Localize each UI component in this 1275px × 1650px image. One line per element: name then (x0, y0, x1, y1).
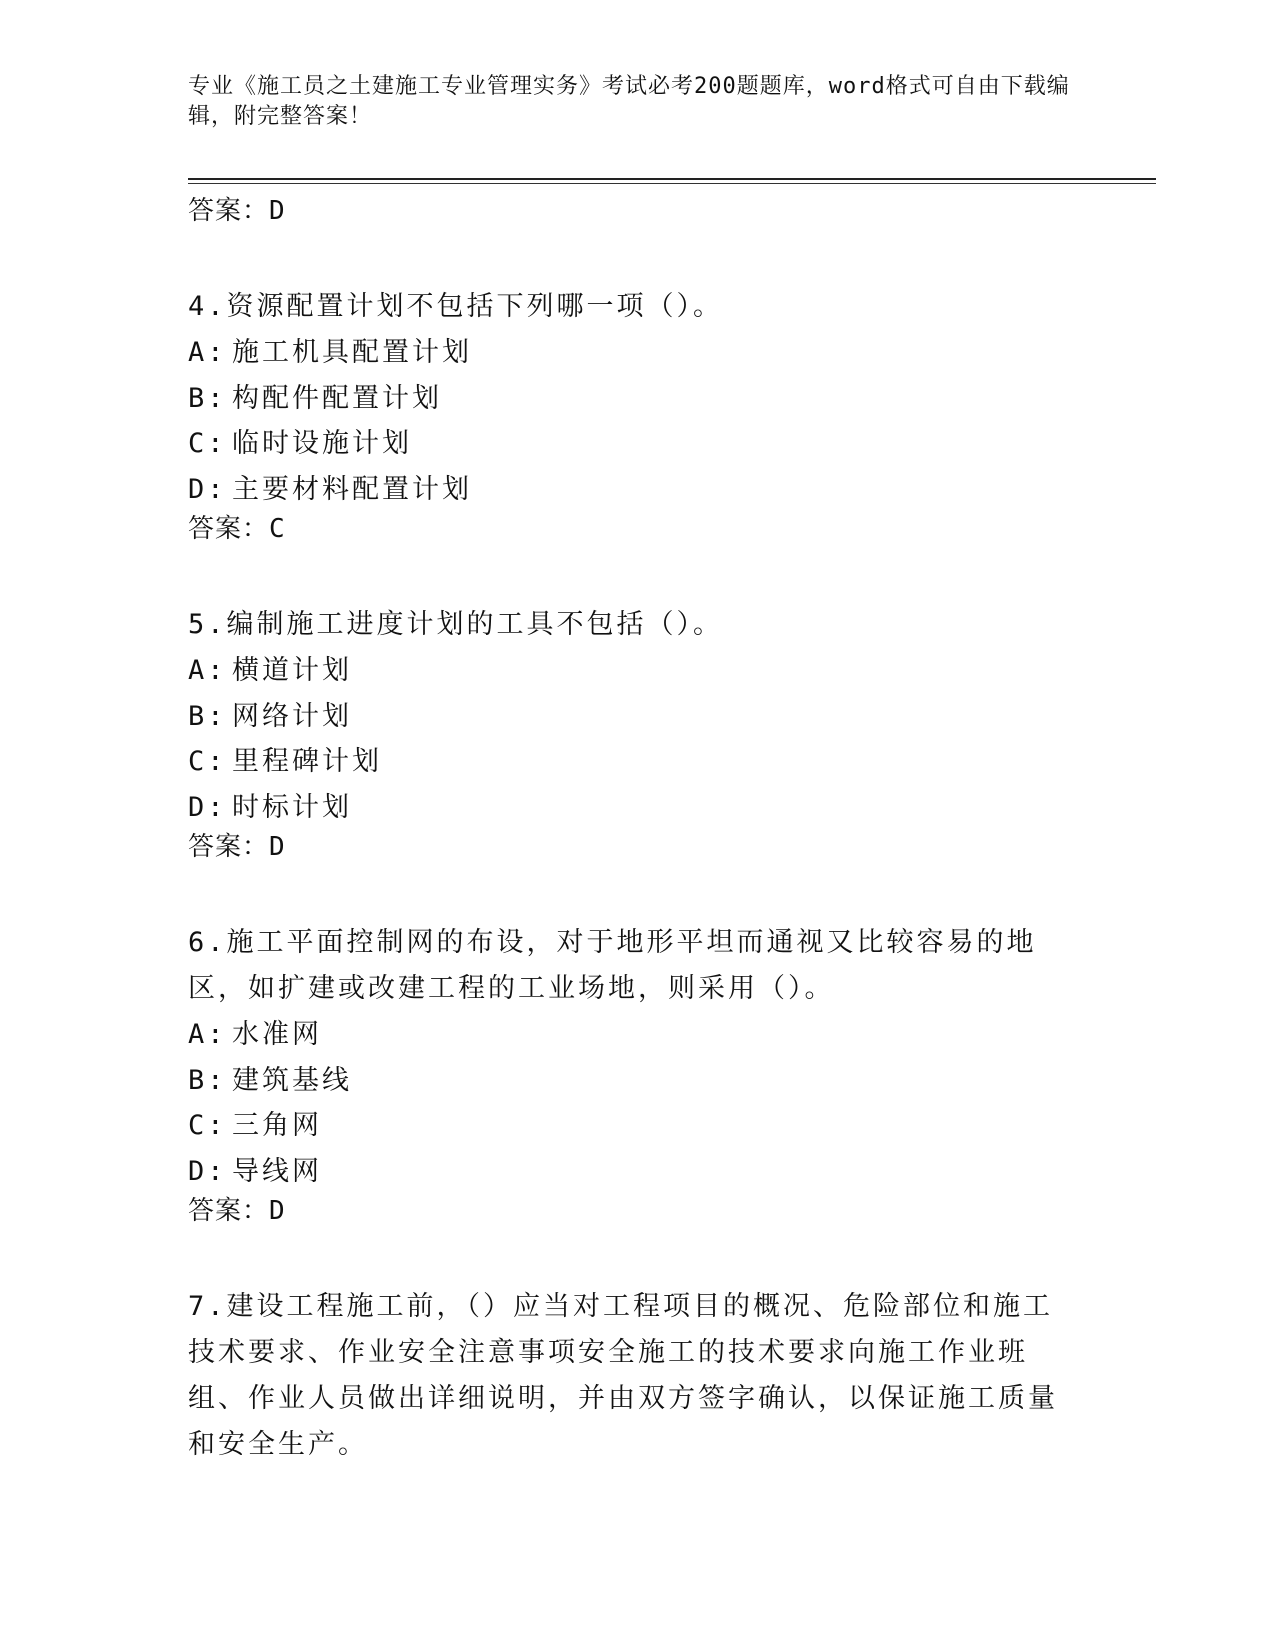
answer-value: D (269, 196, 286, 226)
option-letter: A: (188, 1019, 227, 1050)
question-stem: 5.编制施工进度计划的工具不包括（）。 (188, 609, 724, 640)
option-text: 主要材料配置计划 (232, 473, 472, 505)
option-a (188, 648, 1068, 694)
option-text: 网络计划 (232, 700, 352, 732)
answer-line (188, 830, 1068, 864)
option-letter: D: (188, 791, 227, 823)
option-letter: C: (188, 428, 227, 459)
option-a (188, 330, 1068, 376)
option-letter: D: (188, 1155, 227, 1187)
answer-line (188, 194, 1068, 228)
option-b (188, 694, 1068, 740)
option-text: 横道计划 (232, 655, 352, 686)
header-rule-thick (188, 178, 1156, 180)
option-letter: A: (188, 337, 227, 368)
option-letter: B: (188, 700, 227, 732)
question-stem: 6.施工平面控制网的布设，对于地形平坦而通视又比较容易的地区，如扩建或改建工程的工业场地，则采用（）。 (188, 927, 1037, 1004)
option-letter: C: (188, 746, 227, 777)
question-item (188, 1284, 1068, 1468)
option-text: 临时设施计划 (232, 428, 412, 459)
option-b (188, 1058, 1068, 1104)
question-stem: 4.资源配置计划不包括下列哪一项（）。 (188, 291, 724, 322)
option-b (188, 376, 1068, 422)
option-letter: C: (188, 1110, 227, 1141)
option-text: 导线网 (232, 1155, 322, 1187)
question-item (188, 920, 1068, 1228)
option-letter: A: (188, 655, 227, 686)
option-text: 时标计划 (232, 791, 352, 823)
option-text: 里程碑计划 (232, 746, 382, 777)
option-text: 施工机具配置计划 (232, 337, 472, 368)
question-stem: 7.建设工程施工前，（）应当对工程项目的概况、危险部位和施工技术要求、作业安全注意事项安全施工的技术要求向施工作业班组、作业人员做出详细说明，并由双方签字确认，以保证施工质量和安全生产。 (188, 1291, 1058, 1460)
option-c (188, 739, 1068, 785)
answer-value: D (269, 832, 286, 862)
option-d (188, 785, 1068, 831)
question-item (188, 284, 1068, 546)
option-letter: B: (188, 382, 227, 414)
option-letter: B: (188, 1064, 227, 1096)
question-item (188, 602, 1068, 864)
answer-value: C (269, 514, 286, 544)
option-d (188, 1149, 1068, 1195)
answer-value: D (269, 1196, 286, 1226)
answer-line (188, 1194, 1068, 1228)
answer-label: 答案： (188, 1196, 270, 1226)
answer-line (188, 512, 1068, 546)
option-c (188, 421, 1068, 467)
document-header: 专业《施工员之土建施工专业管理实务》考试必考200题题库，word格式可自由下载编辑，附完整答案！ (188, 74, 1070, 129)
answer-label: 答案： (188, 196, 270, 226)
option-a (188, 1012, 1068, 1058)
answer-label: 答案： (188, 514, 270, 544)
option-letter: D: (188, 473, 227, 505)
option-text: 水准网 (232, 1019, 322, 1050)
option-text: 构配件配置计划 (232, 382, 442, 414)
answer-label: 答案： (188, 832, 270, 862)
option-c (188, 1103, 1068, 1149)
question-content (188, 194, 1068, 1468)
option-d (188, 467, 1068, 513)
option-text: 建筑基线 (232, 1064, 352, 1096)
option-text: 三角网 (232, 1110, 322, 1141)
header-rule-thin (188, 183, 1156, 184)
